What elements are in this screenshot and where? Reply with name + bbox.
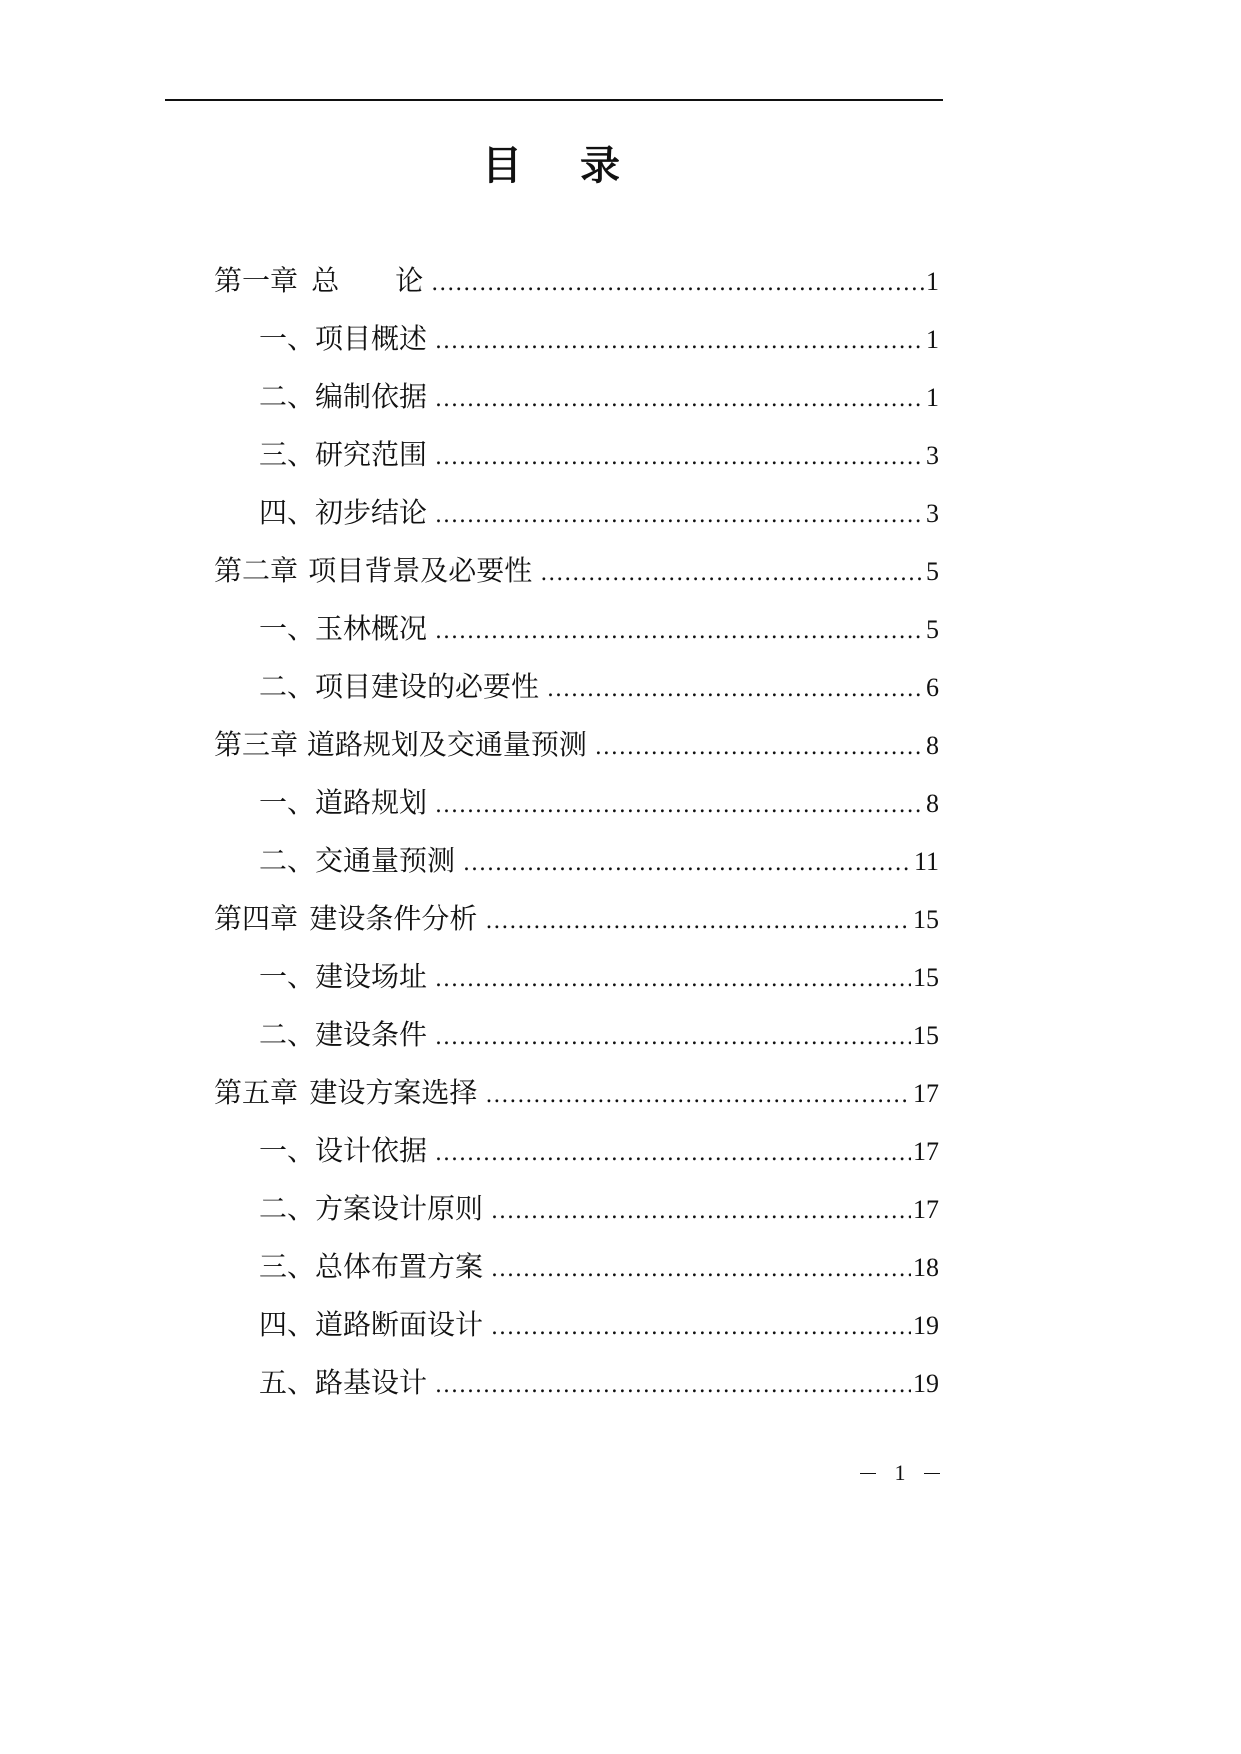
toc-entry-number: 一、	[259, 322, 316, 355]
toc-entry-number: 四、	[259, 496, 316, 529]
toc-entry-label: 建设条件分析	[309, 902, 478, 935]
toc-entry-section[interactable]	[259, 1365, 939, 1401]
toc-entry-number: 一、	[259, 612, 316, 645]
toc-entry-number: 第五章	[214, 1076, 299, 1109]
toc-entry-label: 建设方案选择	[309, 1076, 478, 1109]
toc-entry-section[interactable]	[259, 379, 939, 415]
toc-entry-number: 一、	[259, 960, 316, 993]
toc-entry-page: 17	[913, 1137, 939, 1166]
toc-entry-number: 第四章	[214, 902, 299, 935]
toc-entry-chapter[interactable]	[214, 1075, 939, 1111]
toc-entry-label: 建设场址	[315, 960, 428, 993]
page-footer	[860, 1458, 940, 1488]
toc-title-char: 目	[482, 143, 522, 189]
toc-leader-dots	[435, 788, 924, 824]
toc-leader-dots	[491, 1310, 911, 1346]
toc-leader-dots	[435, 440, 924, 476]
toc-entry-label: 项目建设的必要性	[315, 670, 540, 703]
toc-entry-number: 二、	[259, 380, 316, 413]
toc-entry-number: 第二章	[214, 554, 299, 587]
toc-leader-dots	[431, 266, 924, 302]
toc-entry-section[interactable]	[259, 1191, 939, 1227]
toc-leader-dots	[491, 1252, 911, 1288]
toc-leader-dots	[485, 904, 911, 940]
toc-entry-label: 总 论	[311, 264, 424, 297]
toc-entry-chapter[interactable]	[214, 553, 939, 589]
toc-leader-dots	[435, 614, 924, 650]
toc-entry-label: 初步结论	[315, 496, 428, 529]
footer-dash-right	[924, 1473, 940, 1474]
toc-entry-page: 3	[926, 441, 939, 470]
toc-entry-section[interactable]	[259, 959, 939, 995]
toc-entry-page: 6	[926, 673, 939, 702]
toc-leader-dots	[435, 324, 924, 360]
toc-entry-section[interactable]	[259, 321, 939, 357]
toc-leader-dots	[540, 556, 924, 592]
toc-entry-page: 5	[926, 557, 939, 586]
toc-entry-page: 19	[913, 1369, 939, 1398]
toc-entry-number: 二、	[259, 1192, 316, 1225]
footer-dash-left	[860, 1473, 876, 1474]
toc-entry-page: 5	[926, 615, 939, 644]
toc-entry-label: 建设条件	[315, 1018, 428, 1051]
toc-entry-number: 四、	[259, 1308, 316, 1341]
toc-title-char: 录	[580, 143, 620, 189]
toc-entry-page: 15	[913, 963, 939, 992]
toc-entry-page: 1	[926, 267, 939, 296]
toc-leader-dots	[435, 1368, 911, 1404]
toc-entry-section[interactable]	[259, 843, 939, 879]
toc-leader-dots	[485, 1078, 911, 1114]
toc-entry-chapter[interactable]	[214, 727, 939, 763]
toc-leader-dots	[491, 1194, 911, 1230]
toc-entry-label: 总体布置方案	[315, 1250, 484, 1283]
toc-entry-section[interactable]	[259, 1017, 939, 1053]
toc-entry-number: 一、	[259, 1134, 316, 1167]
toc-entry-number: 三、	[259, 438, 316, 471]
toc-entry-number: 第一章	[214, 264, 299, 297]
toc-leader-dots	[435, 1020, 911, 1056]
footer-page-number: 1	[894, 1460, 906, 1485]
toc-entry-section[interactable]	[259, 785, 939, 821]
toc-entry-label: 道路规划	[315, 786, 428, 819]
toc-entry-section[interactable]	[259, 437, 939, 473]
toc-entry-page: 15	[913, 905, 939, 934]
toc-leader-dots	[595, 730, 924, 766]
toc-entry-section[interactable]	[259, 669, 939, 705]
toc-entry-label: 交通量预测	[315, 844, 456, 877]
toc-entry-number: 二、	[259, 844, 316, 877]
toc-entry-chapter[interactable]	[214, 263, 939, 299]
toc-entry-page: 19	[913, 1311, 939, 1340]
toc-entry-page: 1	[926, 325, 939, 354]
toc-entry-section[interactable]	[259, 1249, 939, 1285]
toc-entry-number: 二、	[259, 670, 316, 703]
toc-entry-label: 设计依据	[315, 1134, 428, 1167]
toc-entry-page: 17	[913, 1195, 939, 1224]
toc-entry-page: 18	[913, 1253, 939, 1282]
toc-entry-chapter[interactable]	[214, 901, 939, 937]
toc-leader-dots	[547, 672, 924, 708]
toc-entry-page: 8	[926, 789, 939, 818]
toc-entry-number: 第三章	[214, 728, 299, 761]
toc-entry-section[interactable]	[259, 1133, 939, 1169]
toc-entry-number: 二、	[259, 1018, 316, 1051]
toc-leader-dots	[435, 382, 924, 418]
toc-entry-number: 三、	[259, 1250, 316, 1283]
toc-leader-dots	[435, 962, 911, 998]
toc-entry-number: 一、	[259, 786, 316, 819]
toc-entry-label: 研究范围	[315, 438, 428, 471]
toc-entry-label: 项目背景及必要性	[308, 554, 533, 587]
toc-leader-dots	[435, 498, 924, 534]
toc-entry-label: 玉林概况	[315, 612, 428, 645]
toc-entry-section[interactable]	[259, 495, 939, 531]
toc-entry-page: 8	[926, 731, 939, 760]
toc-entry-label: 项目概述	[315, 322, 428, 355]
toc-entry-label: 道路断面设计	[315, 1308, 484, 1341]
toc-entry-page: 17	[913, 1079, 939, 1108]
toc-entry-page: 11	[913, 847, 939, 876]
toc-entry-section[interactable]	[259, 1307, 939, 1343]
toc-entry-section[interactable]	[259, 611, 939, 647]
toc-entry-page: 15	[913, 1021, 939, 1050]
toc-entry-label: 路基设计	[315, 1366, 428, 1399]
toc-entry-page: 3	[926, 499, 939, 528]
toc-entry-number: 五、	[259, 1366, 316, 1399]
toc-leader-dots	[435, 1136, 911, 1172]
toc-entry-label: 方案设计原则	[315, 1192, 484, 1225]
toc-leader-dots	[463, 846, 912, 882]
toc-entry-page: 1	[926, 383, 939, 412]
toc-entry-label: 编制依据	[315, 380, 428, 413]
toc-entry-label: 道路规划及交通量预测	[306, 728, 587, 761]
